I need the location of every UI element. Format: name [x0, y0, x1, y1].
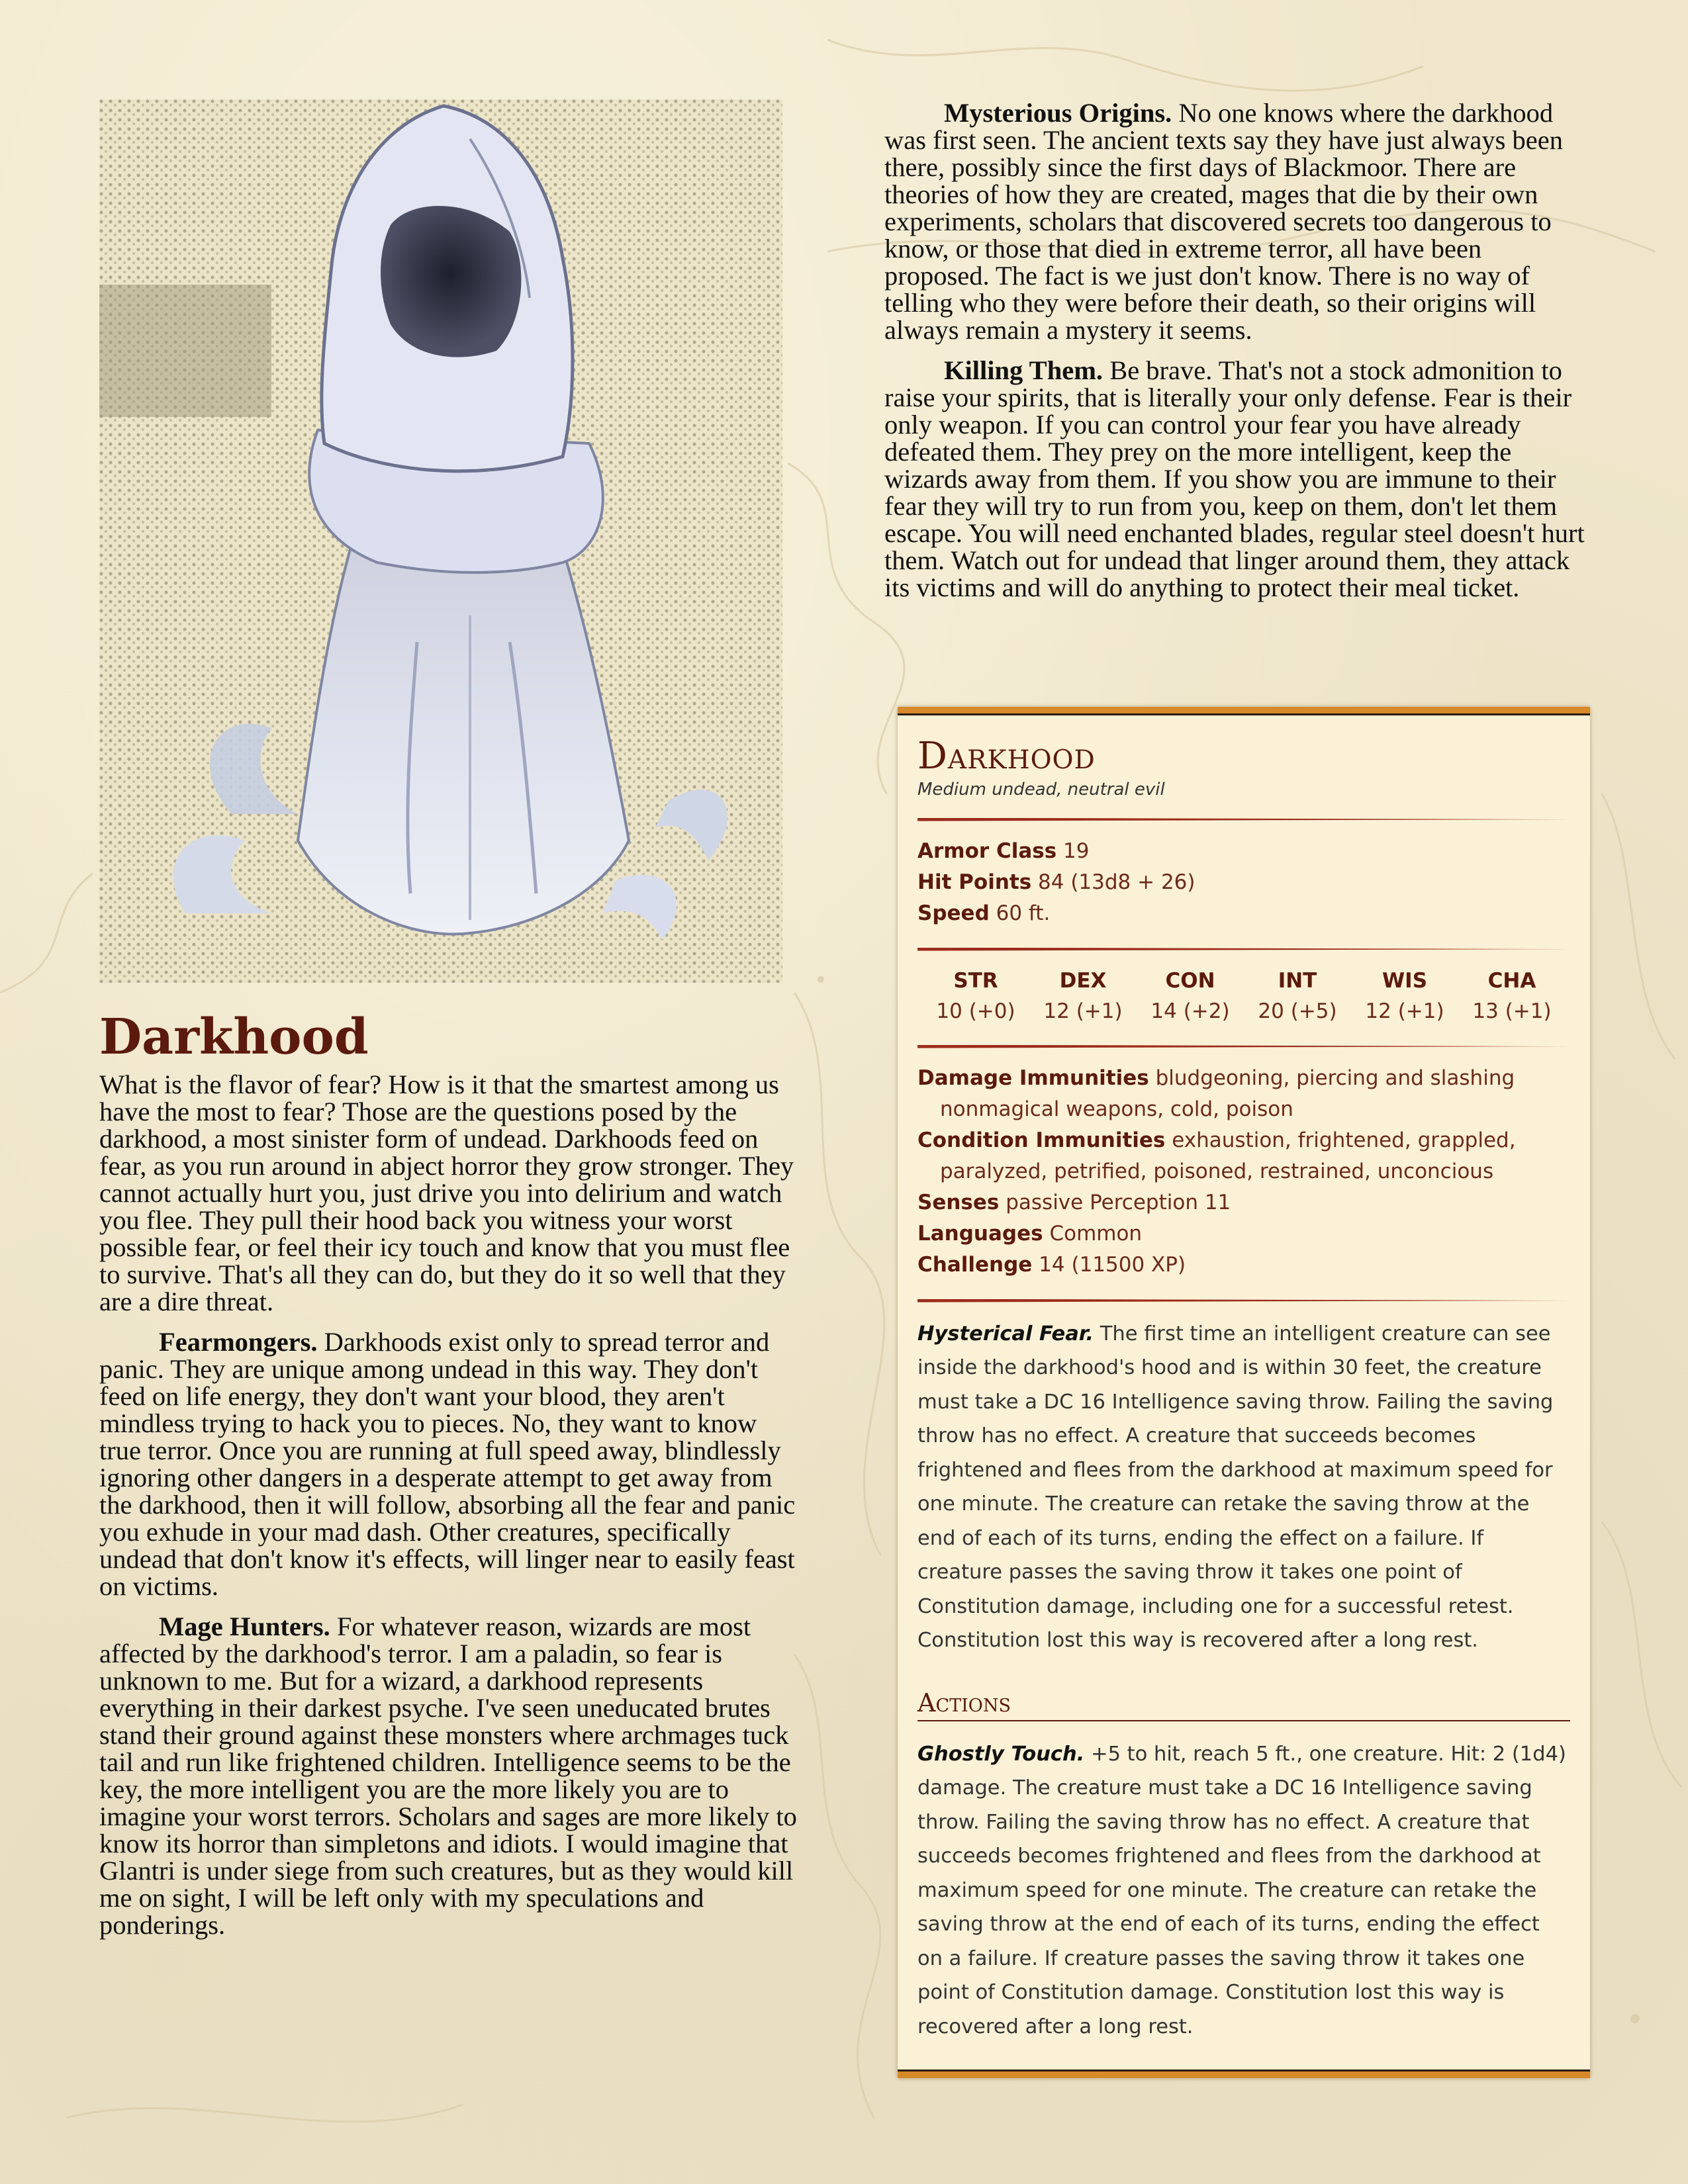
killing-them-paragraph: [884, 357, 1589, 601]
stat-block-type: Medium undead, neutral evil: [917, 779, 1165, 799]
action-ghostly-touch: [917, 1737, 1570, 2044]
stat-block-bottom-border: [898, 2070, 1590, 2071]
tapered-rule: [917, 1045, 1570, 1048]
mysterious-origins-paragraph: [884, 99, 1589, 343]
senses-value: passive Perception 11: [1006, 1190, 1231, 1214]
action-name: Ghostly Touch.: [917, 1742, 1085, 1766]
fearmongers-paragraph: [99, 1328, 801, 1600]
speed-value: 60 ft.: [996, 901, 1051, 925]
tapered-rule: [917, 818, 1570, 821]
action-text: +5 to hit, reach 5 ft., one creature. Hit: 2 (1d4) damage. The creature must take a DC 16 Intelligence saving throw. Failing the saving throw has no effect. A creature that succeeds becomes frightened and flees from the darkhood at maximum speed for one minute. The creature can retake the saving throw at the end of each of its turns, ending the effect on a failure. If creature passes the saving throw it takes one point of Constitution damage. Constitution lost this way is recovered after a long rest.: [917, 1742, 1566, 2038]
ability-value: 12 (+1): [1043, 999, 1123, 1023]
challenge-label: Challenge: [917, 1252, 1033, 1277]
ability-name: STR: [953, 968, 998, 993]
speed-line: [917, 898, 1570, 929]
ability-name: CHA: [1487, 968, 1536, 993]
stat-block: [898, 707, 1590, 2078]
damage-immunities: [917, 1063, 1570, 1125]
trait-hysterical-fear: [917, 1317, 1570, 1658]
languages-value: Common: [1049, 1221, 1143, 1246]
monster-title: Darkhood: [99, 1009, 369, 1066]
damage-immunities-value: bludgeoning, piercing and slashing nonmagical weapons, cold, poison: [940, 1066, 1515, 1121]
condition-immunities-label: Condition Immunities: [917, 1128, 1166, 1152]
ability-value: 13 (+1): [1472, 999, 1552, 1023]
fearmongers-lead: Fearmongers.: [159, 1327, 318, 1357]
ability-value: 10 (+0): [936, 999, 1015, 1023]
ability-wis: [1352, 966, 1458, 1026]
trait-name: Hysterical Fear.: [917, 1322, 1094, 1345]
armor-class-line: [917, 836, 1570, 867]
condition-immunities: [917, 1125, 1570, 1187]
mage-hunters-text: For whatever reason, wizards are most affected by the darkhood's terror. I am a paladin, so fear is unknown to me. But for a wizard, a darkhood represents everything in their darkest psyche. I've seen uneducated brutes stand their ground against these monsters where archmages tuck tail and run like frightened children. Intelligence seems to be the key, the more intelligent you are the more likely you are to imagine your worst terrors. Scholars and sages are more likely to know its horror than simpletons and idiots. I would imagine that Glantri is under siege from such creatures, but as they would kill me on sight, I will be left only with my speculations and ponderings.: [99, 1612, 797, 1940]
ability-value: 12 (+1): [1365, 999, 1444, 1023]
armor-class-label: Armor Class: [917, 839, 1057, 863]
ability-cha: [1459, 966, 1565, 1026]
tapered-rule: [917, 1299, 1570, 1302]
armor-class-value: 19: [1063, 839, 1090, 863]
damage-immunities-label: Damage Immunities: [917, 1066, 1149, 1090]
senses-label: Senses: [917, 1190, 1000, 1214]
mysterious-origins-lead: Mysterious Origins.: [944, 98, 1172, 128]
ability-name: DEX: [1059, 968, 1107, 993]
languages-label: Languages: [917, 1221, 1043, 1246]
ability-value: 20 (+5): [1258, 999, 1337, 1023]
stat-block-name: Darkhood: [917, 735, 1096, 778]
challenge: [917, 1250, 1570, 1281]
speed-label: Speed: [917, 901, 990, 925]
mage-hunters-paragraph: [99, 1613, 801, 1938]
tapered-rule: [917, 948, 1570, 951]
stat-block-top-border: [898, 713, 1590, 715]
right-column: [884, 99, 1589, 614]
trait-text: The first time an intelligent creature can see inside the darkhood's hood and is within 30 feet, the creature must take a DC 16 Intelligence saving throw. Failing the saving throw has no effect. A creature that succeeds becomes frightened and flees from the darkhood at maximum speed for one minute. The creature can retake the saving throw at the end of each of its turns, ending the effect on a failure. If creature passes the saving throw it takes one point of Constitution damage, including one for a successful retest. Constitution lost this way is recovered after a long rest.: [917, 1322, 1554, 1653]
ability-con: [1137, 966, 1243, 1026]
killing-them-lead: Killing Them.: [944, 355, 1103, 385]
ability-int: [1244, 966, 1350, 1026]
hit-points-value: 84 (13d8 + 26): [1038, 870, 1196, 894]
hit-points-line: [917, 867, 1570, 898]
left-column: [99, 1009, 801, 1952]
ability-name: CON: [1165, 968, 1215, 993]
ability-scores: [917, 966, 1570, 1026]
mage-hunters-lead: Mage Hunters.: [159, 1612, 330, 1641]
languages: [917, 1218, 1570, 1250]
challenge-value: 14 (11500 XP): [1039, 1252, 1186, 1277]
mysterious-origins-text: No one knows where the darkhood was first seen. The ancient texts say they have just always been there, possibly since the first days of Blackmoor. There are theories of how they are created, mages that die by their own experiments, scholars that discovered secrets too dangerous to know, or those that died in extreme terror, all have been proposed. The fact is we just don't know. There is no way of telling who they were before their death, so their origins will always remain a mystery it seems.: [884, 98, 1563, 345]
fearmongers-text: Darkhoods exist only to spread terror and panic. They are unique among undead in this way. They don't feed on life energy, they don't want your blood, they aren't mindless trying to hack you to pieces. No, they want to know true terror. Once you are running at full speed away, blindlessly ignoring other dangers in a desperate attempt to get away from the darkhood, then it will follow, absorbing all the fear and panic you exhude in your mad dash. Other creatures, specifically undead that don't know it's effects, will linger near to easily feast on victims.: [99, 1327, 796, 1601]
intro-paragraph: What is the flavor of fear? How is it that the smartest among us have the most to fear? Those are the questions posed by the darkhood, a most sinister form of undead. Darkhoods feed on fear, as you run around in abject horror they grow stronger. They cannot actually hurt you, just drive you into delirium and watch you flee. They pull their hood back you witness your worst possible fear, or feel their icy touch and know that you must flee to survive. That's all they can do, but they do it so well that they are a dire threat.: [99, 1069, 794, 1316]
ability-str: [923, 966, 1029, 1026]
ability-name: INT: [1278, 968, 1317, 993]
ability-dex: [1030, 966, 1136, 1026]
hit-points-label: Hit Points: [917, 870, 1032, 894]
killing-them-text: Be brave. That's not a stock admonition to raise your spirits, that is literally your only defense. Fear is their only weapon. If you can control your fear you have already defeated them. They prey on the more intelligent, keep the wizards away from them. If you show you are immune to their fear they will try to run from you, keep on them, don't let them escape. You will need enchanted blades, regular steel doesn't hurt them. Watch out for undead that linger around them, they attack its victims and will do anything to protect their meal ticket.: [884, 355, 1585, 602]
darkhood-illustration: [99, 99, 782, 983]
senses: [917, 1187, 1570, 1218]
ability-name: WIS: [1382, 968, 1428, 993]
ability-value: 14 (+2): [1150, 999, 1230, 1023]
actions-heading: Actions: [917, 1688, 1570, 1721]
condition-immunities-value: exhaustion, frightened, grappled, paralyzed, petrified, poisoned, restrained, unconcious: [940, 1128, 1516, 1183]
